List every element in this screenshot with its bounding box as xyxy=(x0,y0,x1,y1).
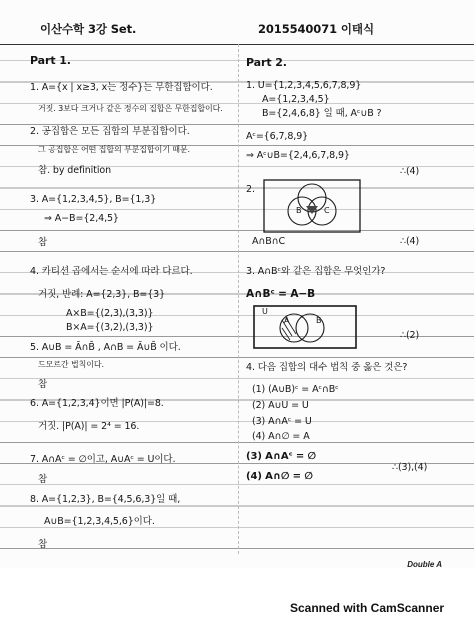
venn-label-c: C xyxy=(324,206,330,215)
right-part-label: Part 2. xyxy=(246,56,287,69)
right-q4-option4: (4) A∩∅ = A xyxy=(252,431,310,442)
left-q4-bxa: B×A={(3,2),(3,3)} xyxy=(66,322,154,333)
left-q7-answer: 참 xyxy=(38,474,48,485)
right-q2-answer: ∴(4) xyxy=(400,236,420,247)
left-q6: 6. A={1,2,3,4}이면 |P(A)|=8. xyxy=(30,398,164,409)
venn-diagram-abc xyxy=(262,178,362,234)
column-divider xyxy=(238,44,239,554)
right-q4-answer: ∴(3),(4) xyxy=(392,462,428,473)
left-q1: 1. A={x | x≥3, x는 정수}는 무한집합이다. xyxy=(30,82,213,93)
right-q1-work: ⇒ Aᶜ∪B={2,4,6,7,8,9} xyxy=(246,150,350,161)
left-q7: 7. A∩Aᶜ = ∅이고, A∪Aᶜ = U이다. xyxy=(30,454,176,465)
venn-label-a: A xyxy=(284,316,290,325)
left-q5-answer: 참 xyxy=(38,379,48,390)
left-q8-answer: 참 xyxy=(38,539,48,550)
left-q2-reason: 그 공집합은 어떤 집합의 부분집합이기 때문. xyxy=(38,145,190,154)
left-q4: 4. 카티션 곱에서는 순서에 따라 다르다. xyxy=(30,266,193,277)
right-q1: 1. U={1,2,3,4,5,6,7,8,9} xyxy=(246,80,362,91)
right-q3-work: A∩Bᶜ = A−B xyxy=(246,288,316,300)
left-q3-answer: 참 xyxy=(38,237,48,248)
venn-label-u: U xyxy=(262,307,268,316)
left-q8-work: A∪B={1,2,3,4,5,6}이다. xyxy=(44,516,155,527)
right-q1-answer: ∴(4) xyxy=(400,166,420,177)
right-q4-option2: (2) A∪U = U xyxy=(252,400,309,411)
right-q4-correction4: (4) A∩∅ = ∅ xyxy=(246,471,313,482)
left-q2: 2. 공집합은 모든 집합의 부분집합이다. xyxy=(30,126,190,137)
left-q5: 5. A∪B = Ā∩B̄ , A∩B = Ā∪B̄ 이다. xyxy=(30,342,181,353)
right-q4-option3: (3) A∩Aᶜ = U xyxy=(252,416,312,427)
left-q4-answer: 거짓, 반례: A={2,3}, B={3} xyxy=(38,289,166,300)
right-q4-option1: (1) (A∪B)ᶜ = Aᶜ∩Bᶜ xyxy=(252,384,339,395)
right-q2-work: A∩B∩C xyxy=(252,236,286,247)
left-q6-answer: 거짓. |P(A)| = 2⁴ = 16. xyxy=(38,421,140,432)
left-q8: 8. A={1,2,3}, B={4,5,6,3}일 때, xyxy=(30,494,181,505)
paper-brand: Double A xyxy=(407,560,442,569)
right-q1-set-b: B={2,4,6,8} 일 때, Aᶜ∪B ? xyxy=(262,108,382,119)
right-q3-answer: ∴(2) xyxy=(400,330,420,341)
left-q4-axb: A×B={(2,3),(3,3)} xyxy=(66,308,154,319)
venn-label-b2: B xyxy=(316,316,322,325)
page-title: 이산수학 3강 Set. xyxy=(40,22,137,36)
left-q5-reason: 드모르간 법칙이다. xyxy=(38,360,104,369)
left-q3: 3. A={1,2,3,4,5}, B={1,3} xyxy=(30,194,157,205)
left-q1-answer: 거짓. 3보다 크거나 같은 정수의 집합은 무한집합이다. xyxy=(38,104,223,113)
right-q1-complement: Aᶜ={6,7,8,9} xyxy=(246,131,309,142)
scanner-watermark: Scanned with CamScanner xyxy=(290,601,445,615)
right-q4-correction3: (3) A∩Aᶜ = ∅ xyxy=(246,451,317,462)
student-id: 2015540071 이태식 xyxy=(258,22,374,36)
right-q1-set-a: A={1,2,3,4,5} xyxy=(262,94,330,105)
left-part-label: Part 1. xyxy=(30,54,71,67)
left-q3-work: ⇒ A−B={2,4,5} xyxy=(44,213,119,224)
right-q3: 3. A∩Bᶜ와 같은 집합은 무엇인가? xyxy=(246,266,386,277)
right-q2: 2. xyxy=(246,184,255,195)
venn-label-b: B xyxy=(296,206,302,215)
right-q4: 4. 다음 집합의 대수 법칙 중 옳은 것은? xyxy=(246,362,408,373)
left-q2-answer: 참. by definition xyxy=(38,165,112,176)
